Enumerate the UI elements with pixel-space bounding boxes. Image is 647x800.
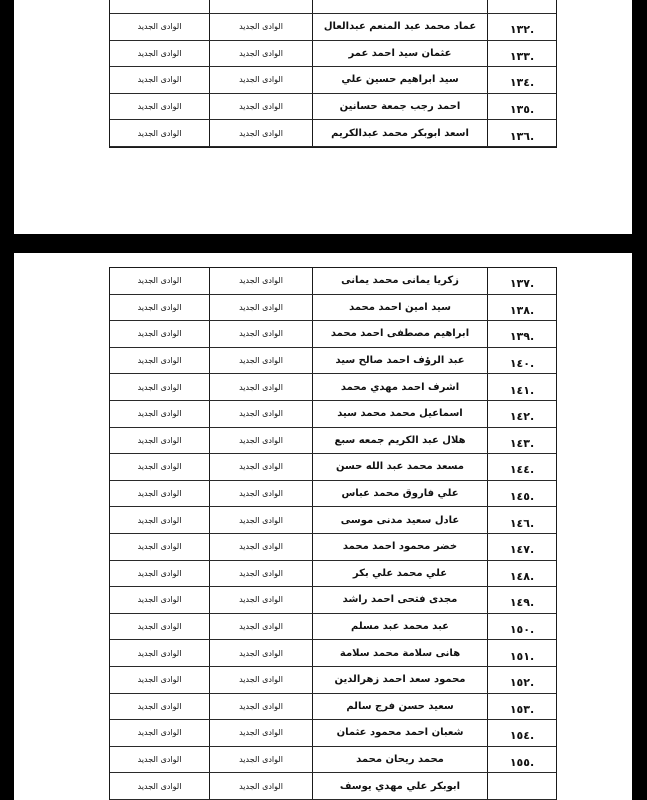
governorate-cell: الوادى الجديد	[137, 462, 182, 472]
name-cell: عبد محمد عبد مسلم	[312, 614, 487, 640]
governorate-cell: الوادى الجديد	[209, 561, 312, 587]
governorate-cell: الوادى الجديد	[137, 435, 182, 445]
name-cell: سيد امين احمد محمد	[312, 295, 487, 321]
governorate-cell: الوادى الجديد	[209, 507, 312, 533]
table-row	[110, 41, 556, 68]
row-number-cell: .١٣٥	[487, 94, 556, 120]
table-row	[110, 374, 556, 401]
row-number-cell: .١٤٤	[487, 454, 556, 480]
governorate-cell: الوادى الجديد	[209, 667, 312, 693]
governorate-cell: الوادى الجديد	[209, 428, 312, 454]
name-cell: محمود سعد احمد زهرالدين	[312, 667, 487, 693]
governorate-cell: الوادى الجديد	[137, 22, 182, 32]
row-number-cell: .١٤٨	[487, 561, 556, 587]
row-number-cell: .١٥١	[487, 640, 556, 666]
governorate-cell: الوادى الجديد	[209, 94, 312, 120]
row-number-cell	[487, 0, 556, 13]
top-page	[14, 0, 632, 234]
table-row	[110, 321, 556, 348]
governorate-cell: الوادى الجديد	[137, 102, 182, 112]
governorate-cell: الوادى الجديد	[137, 356, 182, 366]
governorate-cell: الوادى الجديد	[137, 302, 182, 312]
governorate-cell: الوادى الجديد	[137, 489, 182, 499]
governorate-cell: الوادى الجديد	[209, 268, 312, 294]
governorate-cell: الوادى الجديد	[137, 754, 182, 764]
governorate-cell: الوادى الجديد	[137, 542, 182, 552]
governorate-cell: الوادى الجديد	[137, 382, 182, 392]
bottom-table	[109, 267, 557, 800]
row-number-cell: .١٤٧	[487, 534, 556, 560]
name-cell: علي فاروق محمد عباس	[312, 481, 487, 507]
governorate-cell: الوادى الجديد	[137, 622, 182, 632]
row-number-cell: .١٤٣	[487, 428, 556, 454]
table-row	[110, 295, 556, 322]
name-cell: ابوبكر علي مهدي يوسف	[312, 773, 487, 799]
table-row	[110, 720, 556, 747]
row-number-cell: .١٥٢	[487, 667, 556, 693]
table-row	[110, 747, 556, 774]
table-row	[110, 507, 556, 534]
row-number-cell: .١٤٥	[487, 481, 556, 507]
row-number-cell: .١٤١	[487, 374, 556, 400]
governorate-cell: الوادى الجديد	[209, 41, 312, 67]
governorate-cell: الوادى الجديد	[209, 694, 312, 720]
governorate-cell: الوادى الجديد	[137, 409, 182, 419]
name-cell: اسماعيل محمد محمد سيد	[312, 401, 487, 427]
table-row	[110, 348, 556, 375]
row-number-cell: .١٣٢	[487, 14, 556, 40]
row-number-cell: .١٣٨	[487, 295, 556, 321]
table-row	[110, 454, 556, 481]
table-row	[110, 640, 556, 667]
name-cell: هلال عبد الكريم جمعه سبع	[312, 428, 487, 454]
name-cell: عادل سعيد مدنى موسى	[312, 507, 487, 533]
governorate-cell: الوادى الجديد	[209, 295, 312, 321]
row-number-cell: .١٤٢	[487, 401, 556, 427]
governorate-cell: الوادى الجديد	[137, 781, 182, 791]
governorate-cell: الوادى الجديد	[137, 48, 182, 58]
governorate-cell: الوادى الجديد	[137, 329, 182, 339]
table-row	[110, 773, 556, 800]
name-cell: علي محمد علي بكر	[312, 561, 487, 587]
governorate-cell: الوادى الجديد	[137, 568, 182, 578]
table-row	[110, 428, 556, 455]
governorate-cell	[110, 0, 209, 13]
top-table	[109, 0, 557, 148]
table-row	[110, 67, 556, 94]
governorate-cell: الوادى الجديد	[209, 14, 312, 40]
table-row	[110, 614, 556, 641]
governorate-cell: الوادى الجديد	[137, 276, 182, 286]
governorate-cell: الوادى الجديد	[209, 614, 312, 640]
governorate-cell: الوادى الجديد	[209, 720, 312, 746]
governorate-cell: الوادى الجديد	[209, 587, 312, 613]
row-number-cell: .١٥٤	[487, 720, 556, 746]
governorate-cell: الوادى الجديد	[209, 67, 312, 93]
name-cell: اسعد ابوبكر محمد عبدالكريم	[312, 120, 487, 146]
name-cell: مسعد محمد عبد الله حسن	[312, 454, 487, 480]
name-cell: زكريا يمانى محمد يمانى	[312, 268, 487, 294]
row-number-cell: .١٣٣	[487, 41, 556, 67]
governorate-cell: الوادى الجديد	[209, 348, 312, 374]
row-number-cell: .١٥٣	[487, 694, 556, 720]
governorate-cell: الوادى الجديد	[209, 120, 312, 146]
name-cell: خضر محمود احمد محمد	[312, 534, 487, 560]
name-cell: مجدى فتحى احمد راشد	[312, 587, 487, 613]
table-row	[110, 534, 556, 561]
row-number-cell: .١٥٠	[487, 614, 556, 640]
table-row	[110, 120, 556, 147]
table-row	[110, 587, 556, 614]
governorate-cell: الوادى الجديد	[137, 515, 182, 525]
table-row	[110, 268, 556, 295]
name-cell	[312, 0, 487, 13]
row-number-cell: .١٥٥	[487, 747, 556, 773]
table-row	[110, 0, 556, 14]
name-cell: عثمان سيد احمد عمر	[312, 41, 487, 67]
table-row	[110, 694, 556, 721]
table-row	[110, 14, 556, 41]
name-cell: هانى سلامة محمد سلامة	[312, 640, 487, 666]
row-number-cell: .١٤٩	[487, 587, 556, 613]
governorate-cell: الوادى الجديد	[209, 401, 312, 427]
governorate-cell: الوادى الجديد	[137, 75, 182, 85]
name-cell: احمد رجب جمعة حسانين	[312, 94, 487, 120]
governorate-cell: الوادى الجديد	[209, 640, 312, 666]
row-number-cell: .١٣٤	[487, 67, 556, 93]
name-cell: عبد الرؤف احمد صالح سيد	[312, 348, 487, 374]
governorate-cell: الوادى الجديد	[209, 481, 312, 507]
governorate-cell: الوادى الجديد	[137, 728, 182, 738]
row-number-cell: .١٤٦	[487, 507, 556, 533]
bottom-page	[14, 253, 632, 800]
governorate-cell: الوادى الجديد	[209, 454, 312, 480]
table-row	[110, 401, 556, 428]
governorate-cell: الوادى الجديد	[209, 747, 312, 773]
governorate-cell: الوادى الجديد	[209, 321, 312, 347]
row-number-cell	[487, 773, 556, 799]
table-row	[110, 667, 556, 694]
row-number-cell: .١٣٩	[487, 321, 556, 347]
governorate-cell: الوادى الجديد	[209, 773, 312, 799]
name-cell: اشرف احمد مهدي محمد	[312, 374, 487, 400]
governorate-cell: الوادى الجديد	[137, 128, 182, 138]
governorate-cell: الوادى الجديد	[137, 675, 182, 685]
name-cell: محمد ريحان محمد	[312, 747, 487, 773]
name-cell: عماد محمد عبد المنعم عبدالعال	[312, 14, 487, 40]
governorate-cell	[209, 0, 312, 13]
table-row	[110, 561, 556, 588]
name-cell: سعيد حسن فرج سالم	[312, 694, 487, 720]
governorate-cell: الوادى الجديد	[137, 648, 182, 658]
name-cell: سيد ابراهيم حسين علي	[312, 67, 487, 93]
row-number-cell: .١٣٧	[487, 268, 556, 294]
row-number-cell: .١٣٦	[487, 120, 556, 146]
row-number-cell: .١٤٠	[487, 348, 556, 374]
governorate-cell: الوادى الجديد	[137, 595, 182, 605]
table-row	[110, 481, 556, 508]
governorate-cell: الوادى الجديد	[209, 534, 312, 560]
governorate-cell: الوادى الجديد	[209, 374, 312, 400]
name-cell: شعبان احمد محمود عثمان	[312, 720, 487, 746]
table-row	[110, 94, 556, 121]
name-cell: ابراهيم مصطفى احمد محمد	[312, 321, 487, 347]
governorate-cell: الوادى الجديد	[137, 701, 182, 711]
